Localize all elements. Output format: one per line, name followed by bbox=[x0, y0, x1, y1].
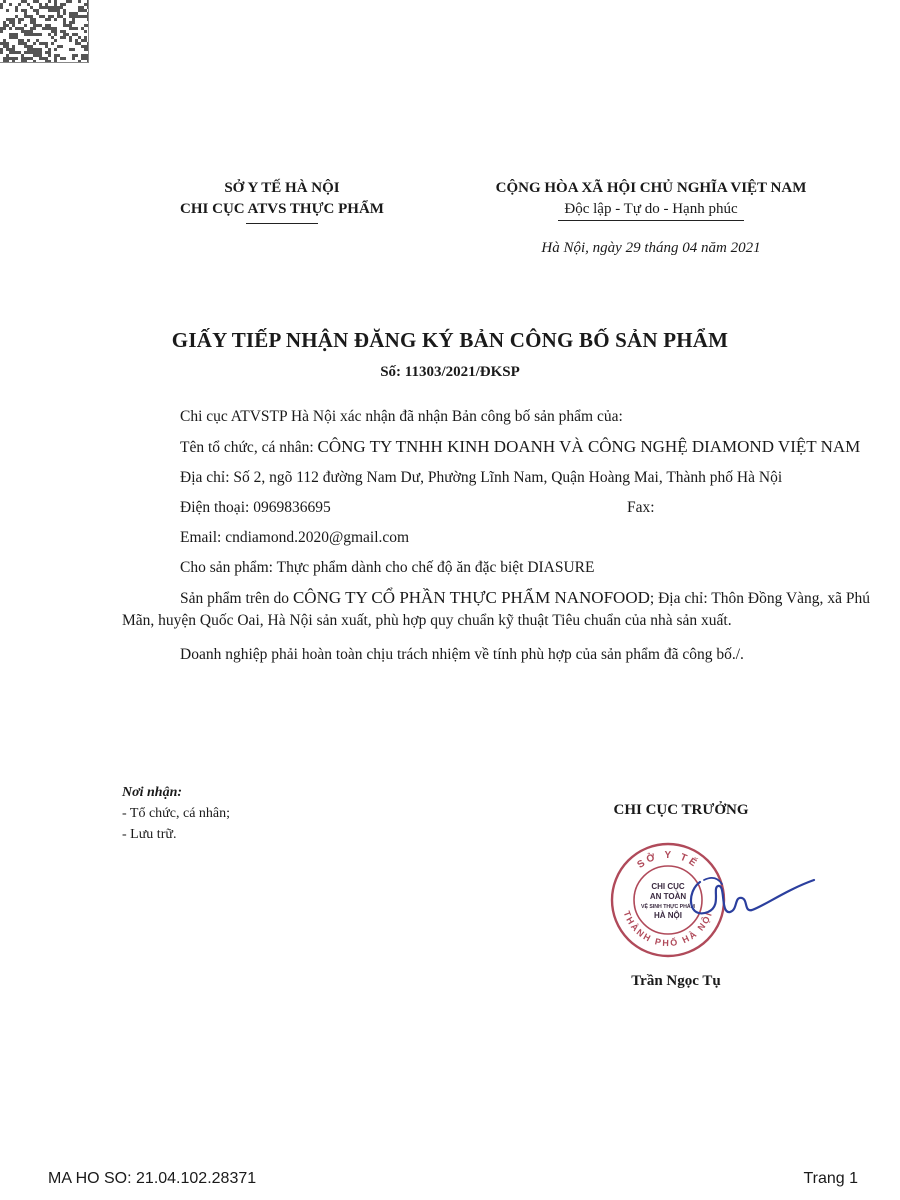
product-label: Cho sản phẩm: bbox=[180, 559, 273, 576]
document-date: Hà Nội, ngày 29 tháng 04 năm 2021 bbox=[541, 240, 761, 256]
product-line bbox=[122, 557, 870, 579]
signature-title: CHI CỤC TRƯỞNG bbox=[613, 802, 749, 818]
file-code: MA HO SO: 21.04.102.28371 bbox=[48, 1170, 257, 1187]
phone-label: Điện thoại: bbox=[180, 499, 250, 516]
email-value: cndiamond.2020@gmail.com bbox=[225, 529, 410, 546]
recipients-heading: Nơi nhận: bbox=[122, 785, 183, 800]
qr-code bbox=[0, 0, 89, 63]
nation-motto: Độc lập - Tự do - Hạnh phúc bbox=[558, 199, 743, 221]
org-paragraph bbox=[122, 436, 870, 459]
agency-header bbox=[142, 178, 422, 224]
document-number: Số: 11303/2021/ĐKSP bbox=[380, 364, 520, 380]
stamp-inner-line: HÀ NỘI bbox=[654, 911, 682, 920]
stamp-inner-line: CHI CỤC bbox=[651, 882, 685, 891]
responsibility-paragraph: Doanh nghiệp phải hoàn toàn chịu trách nhiệm về tính phù hợp của sản phẩm đã công bố./. bbox=[180, 646, 744, 663]
agency-rule bbox=[246, 223, 318, 224]
phone-value: 0969836695 bbox=[253, 499, 331, 516]
handwritten-signature bbox=[678, 862, 818, 932]
document-title: GIẤY TIẾP NHẬN ĐĂNG KÝ BẢN CÔNG BỐ SẢN PHẨM bbox=[171, 328, 729, 352]
stamp-outer-bottom: THÀNH PHỐ HÀ NỘI bbox=[621, 909, 715, 949]
intro-paragraph: Chi cục ATVSTP Hà Nội xác nhận đã nhận Bản công bố sản phẩm của: bbox=[180, 408, 623, 425]
address-value: Số 2, ngõ 112 đường Nam Dư, Phường Lĩnh Nam, Quận Hoàng Mai, Thành phố Hà Nội bbox=[233, 469, 783, 486]
stamp-outer-top: SỞ Y TẾ bbox=[635, 849, 701, 871]
recipients-block bbox=[122, 782, 230, 845]
manufacturer-paragraph bbox=[122, 587, 870, 632]
page-number: Trang 1 bbox=[803, 1170, 858, 1187]
product-value: Thực phẩm dành cho chế độ ăn đặc biệt DIASURE bbox=[276, 559, 595, 576]
agency-line2: CHI CỤC ATVS THỰC PHẨM bbox=[180, 201, 384, 217]
email-label: Email: bbox=[180, 529, 222, 546]
address-paragraph bbox=[122, 467, 870, 489]
stamp-inner-line: AN TOÀN bbox=[649, 892, 687, 901]
recipient-item: - Tổ chức, cá nhân; bbox=[122, 806, 231, 821]
manufacturer-name: CÔNG TY CỔ PHẦN THỰC PHẨM NANOFOOD bbox=[292, 588, 650, 607]
org-label: Tên tổ chức, cá nhân: bbox=[180, 439, 314, 456]
manufacturer-prefix: Sản phẩm trên do bbox=[180, 590, 290, 607]
manufacturer-suffix: ; Địa chỉ: Thôn Đồng Vàng, xã Phú Mãn, huyện Quốc Oai, Hà Nội sản xuất, phù hợp quy chuẩn kỹ thuật Tiêu chuẩn của nhà sản xuất. bbox=[122, 590, 870, 629]
recipient-item: - Lưu trữ. bbox=[122, 827, 177, 842]
document-body bbox=[122, 406, 870, 666]
fax-label: Fax: bbox=[627, 499, 655, 516]
email-line bbox=[122, 527, 870, 549]
contact-line bbox=[122, 497, 870, 519]
org-name: CÔNG TY TNHH KINH DOANH VÀ CÔNG NGHỆ DIAMOND VIỆT NAM bbox=[317, 437, 861, 456]
agency-line1: SỞ Y TẾ HÀ NỘI bbox=[224, 180, 340, 196]
signer-name: Trần Ngọc Tụ bbox=[631, 973, 721, 989]
address-label: Địa chỉ: bbox=[180, 469, 230, 486]
nation-header bbox=[446, 178, 856, 221]
nation-line1: CỘNG HÒA XÃ HỘI CHỦ NGHĨA VIỆT NAM bbox=[495, 180, 807, 196]
stamp-inner-line: VỆ SINH THỰC PHẨM bbox=[641, 904, 695, 910]
